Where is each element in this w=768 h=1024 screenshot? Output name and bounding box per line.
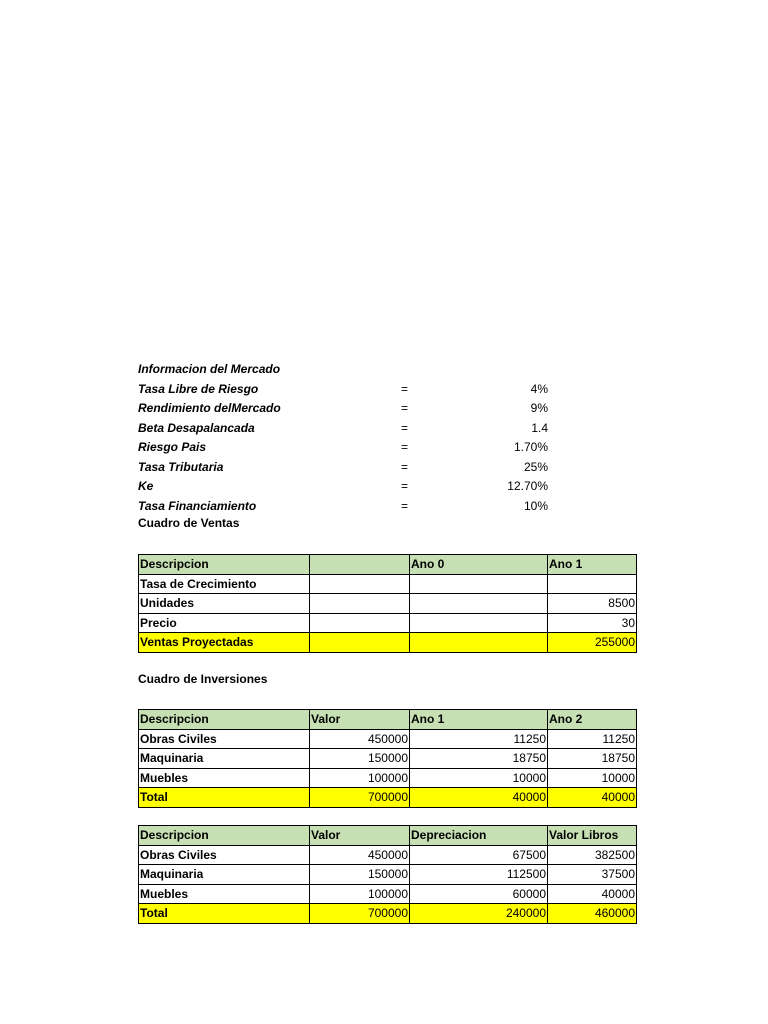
column-header: Ano 2 <box>548 710 637 730</box>
table-row <box>139 729 637 749</box>
depreciation-table <box>138 825 637 924</box>
row-label: Muebles <box>139 884 310 904</box>
cell: 11250 <box>548 729 637 749</box>
column-header: Depreciacion <box>410 826 548 846</box>
column-header: Valor Libros <box>548 826 637 846</box>
cell: 450000 <box>310 845 410 865</box>
cell: 10000 <box>410 768 548 788</box>
equals-sign: = <box>401 440 409 454</box>
column-header: Ano 0 <box>410 555 548 575</box>
cell <box>310 574 410 594</box>
row-label: Tasa de Crecimiento <box>139 574 310 594</box>
cell: 700000 <box>310 904 410 924</box>
cell <box>310 613 410 633</box>
cell <box>410 613 548 633</box>
sales-table <box>138 554 637 653</box>
table-row <box>139 594 637 614</box>
cell: 40000 <box>410 788 548 808</box>
row-label: Maquinaria <box>139 749 310 769</box>
column-header: Valor <box>310 710 410 730</box>
cell: 460000 <box>548 904 637 924</box>
total-row <box>139 788 637 808</box>
market-row-value: 25% <box>523 459 548 474</box>
table-header-row <box>139 826 637 846</box>
column-header <box>310 555 410 575</box>
cell: 67500 <box>410 845 548 865</box>
market-row-value: 10% <box>523 498 548 513</box>
cell: 40000 <box>548 884 637 904</box>
column-header: Ano 1 <box>548 555 637 575</box>
table-row <box>139 845 637 865</box>
market-row-label: Tasa Libre de Riesgo <box>138 381 259 396</box>
table-row <box>139 865 637 885</box>
market-info-title-text: Informacion del Mercado <box>138 362 281 376</box>
market-row-value: 1.70% <box>513 440 548 454</box>
column-header: Descripcion <box>139 555 310 575</box>
equals-sign: = <box>401 459 409 474</box>
equals-sign: = <box>401 498 409 513</box>
cell: 10000 <box>548 768 637 788</box>
cell: 60000 <box>410 884 548 904</box>
market-row-label: Tasa Tributaria <box>138 459 224 474</box>
column-header: Ano 1 <box>410 710 548 730</box>
equals-sign: = <box>401 381 409 396</box>
row-label: Obras Civiles <box>139 845 310 865</box>
cell <box>410 574 548 594</box>
cell: 112500 <box>410 865 548 885</box>
cell: 100000 <box>310 768 410 788</box>
investments-table-title: Cuadro de Inversiones <box>138 672 268 686</box>
table-row <box>139 768 637 788</box>
cell <box>410 633 548 653</box>
row-label: Unidades <box>139 594 310 614</box>
cell: 37500 <box>548 865 637 885</box>
market-row-value: 1.4 <box>531 420 548 435</box>
cell: 18750 <box>548 749 637 769</box>
cell: 450000 <box>310 729 410 749</box>
column-header: Valor <box>310 826 410 846</box>
cell: 18750 <box>410 749 548 769</box>
market-row-label: Beta Desapalancada <box>138 420 255 435</box>
column-header: Descripcion <box>139 826 310 846</box>
row-label: Total <box>139 904 310 924</box>
equals-sign: = <box>401 420 409 435</box>
sales-table-title: Cuadro de Ventas <box>138 516 240 530</box>
column-header: Descripcion <box>139 710 310 730</box>
table-row <box>139 613 637 633</box>
market-row-label: Rendimiento delMercado <box>138 401 281 415</box>
cell: 150000 <box>310 749 410 769</box>
total-row <box>139 633 637 653</box>
market-row-label: Ke <box>138 479 154 493</box>
cell: 382500 <box>548 845 637 865</box>
table-row <box>139 574 637 594</box>
total-row <box>139 904 637 924</box>
cell: 255000 <box>548 633 637 653</box>
table-row <box>139 884 637 904</box>
cell: 700000 <box>310 788 410 808</box>
market-row-value: 12.70% <box>507 479 548 493</box>
market-row-label: Tasa Financiamiento <box>138 498 257 513</box>
table-header-row <box>139 555 637 575</box>
cell: 40000 <box>548 788 637 808</box>
market-row-label: Riesgo Pais <box>138 440 207 454</box>
row-label: Precio <box>139 613 310 633</box>
cell: 8500 <box>548 594 637 614</box>
cell <box>310 594 410 614</box>
equals-sign: = <box>401 401 409 415</box>
market-row-value: 9% <box>530 401 548 415</box>
cell: 30 <box>548 613 637 633</box>
market-row-value: 4% <box>530 381 548 396</box>
row-label: Ventas Proyectadas <box>139 633 310 653</box>
cell: 240000 <box>410 904 548 924</box>
cell <box>410 594 548 614</box>
table-row <box>139 749 637 769</box>
cell <box>548 574 637 594</box>
cell: 100000 <box>310 884 410 904</box>
equals-sign: = <box>401 479 409 493</box>
row-label: Maquinaria <box>139 865 310 885</box>
cell: 11250 <box>410 729 548 749</box>
table-header-row <box>139 710 637 730</box>
cell: 150000 <box>310 865 410 885</box>
investments-table <box>138 709 637 808</box>
row-label: Muebles <box>139 768 310 788</box>
row-label: Total <box>139 788 310 808</box>
cell <box>310 633 410 653</box>
row-label: Obras Civiles <box>139 729 310 749</box>
